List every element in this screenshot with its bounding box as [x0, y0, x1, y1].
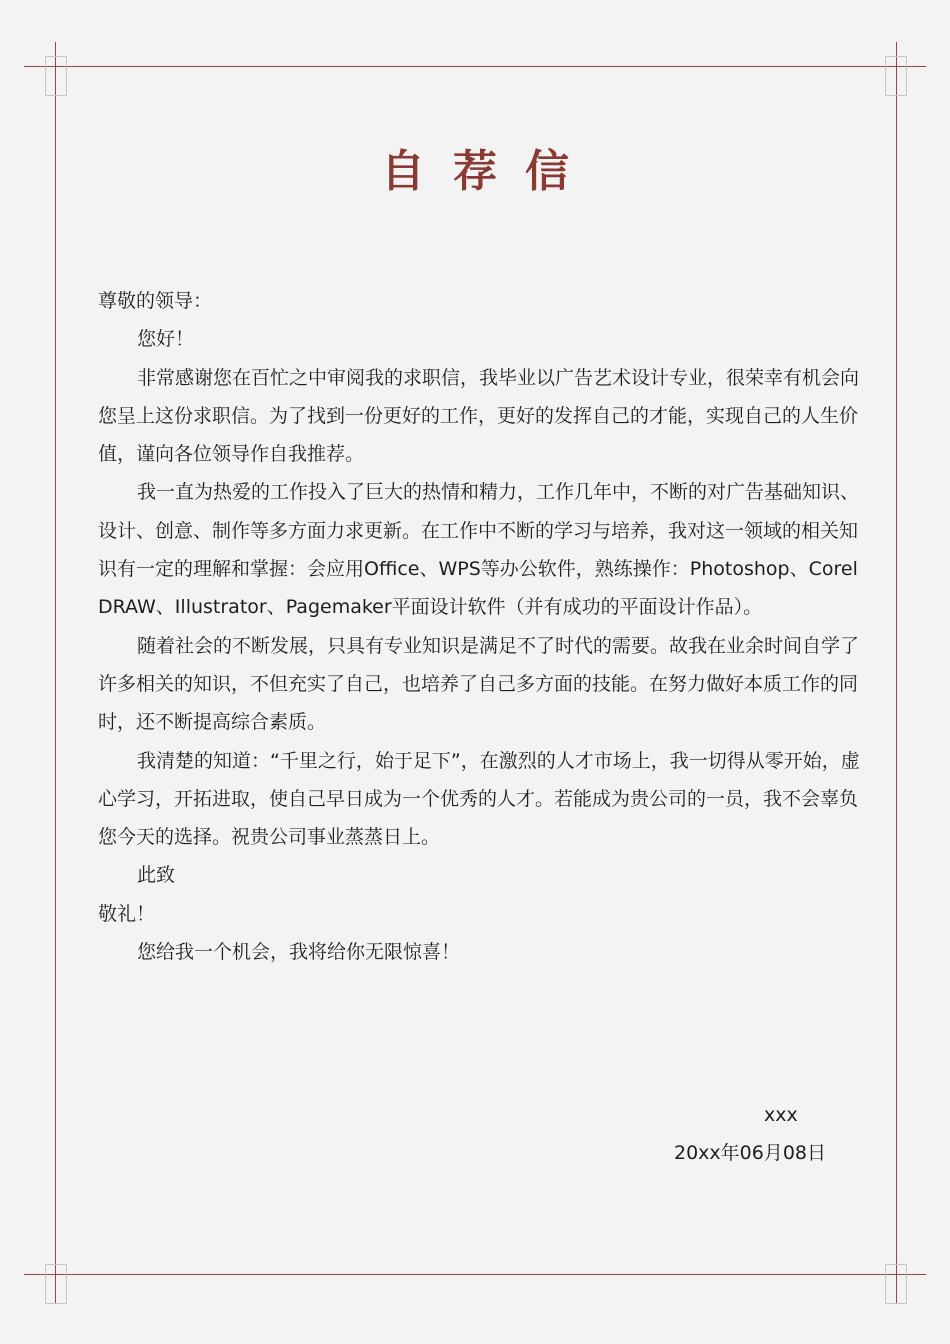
document-title: 自荐信 [381, 146, 597, 197]
paragraph-2: 我一直为热爱的工作投入了巨大的热情和精力，工作几年中，不断的对广告基础知识、设计、创意、制作等多方面力求更新。在工作中不断的学习与培养，我对这一领域的相关知识有一定的理解和掌握：会应用Office、WPS等办公软件，熟练操作：Photoshop、CorelDRAW、Illustrator、Pagemaker平面设计软件（并有成功的平面设计作品）。 [98, 481, 860, 619]
signature-date: 20xx年06月08日 [674, 1142, 827, 1164]
frame-bottom-line [24, 1274, 926, 1275]
frame-top-line [24, 66, 926, 67]
salutation: 尊敬的领导： [98, 290, 213, 312]
frame-right-line [896, 42, 897, 1304]
corner-mark-top-right [885, 56, 907, 96]
corner-mark-bottom-right [885, 1264, 907, 1304]
postscript: 您给我一个机会，我将给你无限惊喜！ [137, 941, 461, 964]
paragraph-4: 我清楚的知道：“千里之行，始于足下”，在激烈的人才市场上，我一切得从零开始，虚心学习，开拓进取，使自己早日成为一个优秀的人才。若能成为贵公司的一员，我不会辜负您今天的选择。祝贵公司事业蒸蒸日上。 [98, 749, 860, 849]
paragraph-3: 随着社会的不断发展，只具有专业知识是满足不了时代的需要。故我在业余时间自学了许多相关的知识，不但充实了自己，也培养了自己多方面的技能。在努力做好本质工作的同时，还不断提高综合素质。 [98, 634, 860, 734]
closing-1: 此致 [137, 864, 176, 887]
paragraph-1: 非常感谢您在百忙之中审阅我的求职信，我毕业以广告艺术设计专业，很荣幸有机会向您呈上这份求职信。为了找到一份更好的工作，更好的发挥自己的才能，实现自己的人生价值，谨向各位领导作自我推荐。 [98, 366, 860, 466]
letter-body [98, 282, 860, 971]
frame-left-line [55, 42, 56, 1304]
corner-mark-top-left [45, 56, 67, 96]
closing-2: 敬礼！ [98, 902, 156, 925]
greeting: 您好！ [137, 328, 195, 351]
corner-mark-bottom-left [45, 1264, 67, 1304]
signature-name: xxx [764, 1104, 798, 1126]
